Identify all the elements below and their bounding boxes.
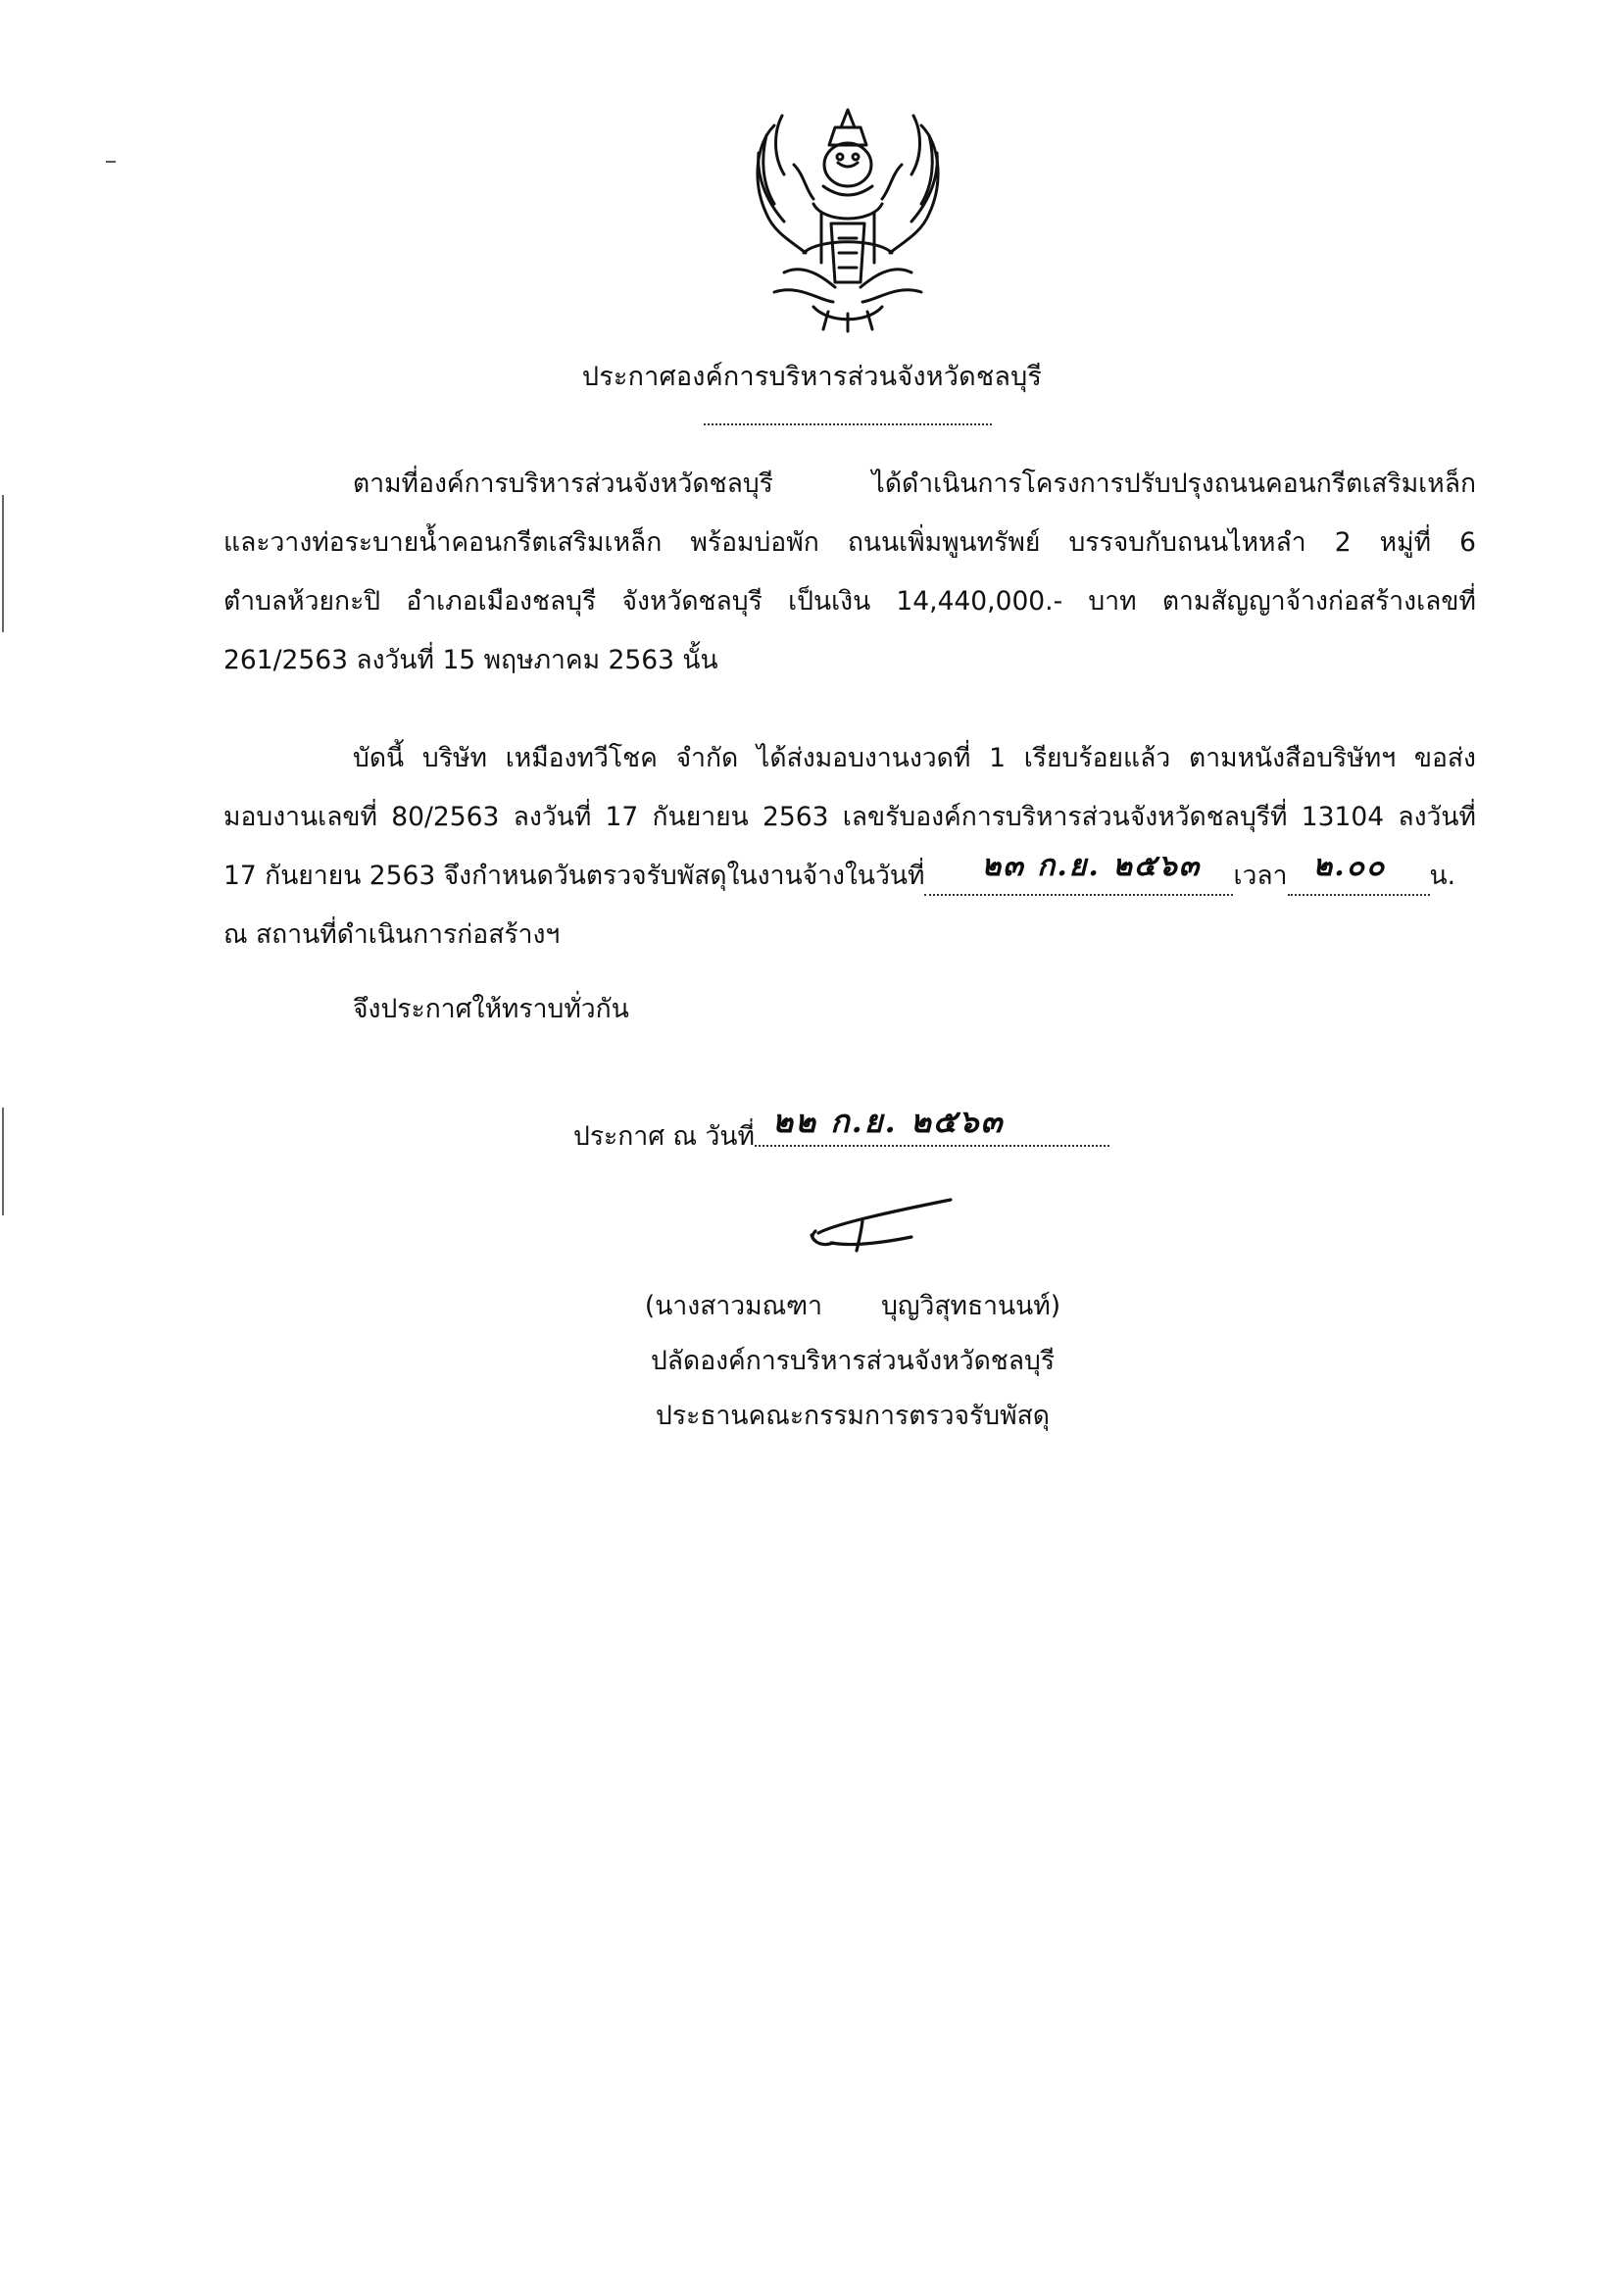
document-title: ประกาศองค์การบริหารส่วนจังหวัดชลบุรี [581,362,1043,392]
paragraph-line: 261/2563 ลงวันที่ 15 พฤษภาคม 2563 นั้น [223,645,718,675]
signatory-last-name: บุญวิสุทธานนท์) [881,1291,1061,1321]
announce-date-field [755,1103,1109,1147]
paragraph-line: ณ สถานที่ดำเนินการก่อสร้างฯ [223,919,561,950]
signatory-block [608,1279,1098,1444]
garuda-emblem-icon [745,106,951,333]
announce-label: ประกาศ ณ วันที่ [573,1121,755,1152]
paragraph-line: ตามที่องค์การบริหารส่วนจังหวัดชลบุรี ได้ดำเนินการโครงการปรับปรุงถนนคอนกรีตเสริมเหล็ก [353,469,1476,499]
inspection-date-prefix: 17 กันยายน 2563 จึงกำหนดวันตรวจรับพัสดุในงานจ้างในวันที่ [223,861,925,891]
signatory-first-name: (นางสาวมณฑา [644,1291,823,1321]
announcement-date [573,1103,1109,1157]
scan-edge-mark [2,495,4,632]
inspection-time-handwritten: ๒.๐๐ [1312,849,1387,883]
paragraph-line: และวางท่อระบายน้ำคอนกรีตเสริมเหล็ก พร้อมบ่อพัก ถนนเพิ่มพูนทรัพย์ บรรจบกับถนนไหหลำ 2 หมู่ที่ 6 [223,527,1476,558]
signatory-position: ปลัดองค์การบริหารส่วนจังหวัดชลบุรี [650,1346,1056,1376]
signatory-name [608,1279,1098,1334]
signature-image [804,1186,980,1274]
closing-statement: จึงประกาศให้ทราบทั่วกัน [353,994,629,1024]
inspection-date-field [924,849,1233,896]
scan-edge-mark [2,1108,4,1215]
time-suffix: น. [1429,861,1456,891]
paragraph-line: บัดนี้ บริษัท เหมืองทวีโชค จำกัด ได้ส่งมอบงานงวดที่ 1 เรียบร้อยแล้ว ตามหนังสือบริษัทฯ ขอส่ง [353,743,1476,773]
time-label: เวลา [1233,861,1288,891]
inspection-date-line [223,847,1476,906]
paragraph-1 [223,455,1476,690]
signatory-role: ประธานคณะกรรมการตรวจรับพัสดุ [656,1401,1050,1431]
paragraph-line: ตำบลห้วยกะปิ อำเภอเมืองชลบุรี จังหวัดชลบุรี เป็นเงิน 14,440,000.- บาท ตามสัญญาจ้างก่อสร้างเลขที่ [223,586,1476,617]
announce-date-handwritten: ๒๒ ก.ย. ๒๕๖๓ [771,1103,1005,1140]
scan-speck [106,161,116,163]
paragraph-line: มอบงานเลขที่ 80/2563 ลงวันที่ 17 กันยายน 2563 เลขรับองค์การบริหารส่วนจังหวัดชลบุรีที่ 13104 ลงวันที่ [223,802,1476,832]
inspection-date-handwritten: ๒๓ ก.ย. ๒๕๖๓ [981,849,1202,883]
paragraph-2 [223,729,1476,964]
inspection-time-field [1288,849,1430,896]
title-divider [704,423,992,425]
